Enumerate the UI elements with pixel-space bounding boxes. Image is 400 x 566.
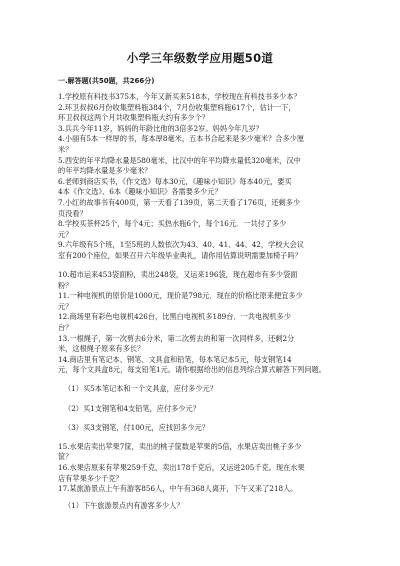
question-2: 2.环卫叔叔6月份收集塑料瓶384个，7月份收集塑料瓶617个，估计一下， 环卫叔叔这两个月共收集塑料瓶大约有多少个？	[58, 102, 296, 123]
question-6: 6.老师到商店买书，《作文选》每本30元，《趣味小知识》每本40元，要买 4本《作文选》、6本《趣味小知识》各需要多少元？	[58, 176, 292, 197]
subquestion-17-1: （1）下午旅游景点内有游客多少人？	[64, 500, 184, 510]
question-1: 1.学校原有科技书375本，今年又新买来518本，学校现在有科技书多少本？	[58, 92, 301, 101]
question-list	[58, 92, 348, 511]
question-3: 3.兵兵今年11岁，妈妈的年龄比他的3倍多2岁。妈妈今年几岁？	[58, 123, 263, 133]
question-7: 7.小红的故事书有400页，第一天看了139页，第二天看了176页，还剩多少 页没看？	[58, 197, 301, 218]
question-15: 15.水果店卖出苹果7筐，卖出的桃子筐数是苹果的5倍，水果店卖出桃子多少 筐？	[58, 441, 302, 462]
question-10: 10.超市运来453袋面粉，卖出248袋，又运来196袋，现在超市有多少袋面 粉？	[58, 270, 298, 290]
page-title: 小学三年级数学应用题50道	[126, 51, 274, 65]
question-11: 11.一种电视机的原价是1000元，现价是798元．现在的价格比原来便宜多少 元？	[58, 291, 303, 311]
subquestion-3: （3）买3支钢笔，付100元，应找回多少元？	[64, 422, 210, 432]
question-5: 5.西安的年平均降水量是580毫米，比汉中的年平均降水量低320毫米，汉中 的年平均降水量是多少毫米？	[58, 155, 301, 176]
question-14: 14.商店里有笔记本、钢笔、文具盒和铅笔，每本笔记本5元，每支钢笔14 元，每个文具盒8元，每支铅笔1元。请你根据给出的信息列综合算式解答下列问题。	[58, 354, 326, 375]
question-13: 13.一根绳子，第一次剪去6分米，第二次剪去的和第一次同样多，还剩2分 米，这根绳子原来有多长？	[58, 333, 295, 354]
question-17: 17.某旅游景点上午有游客856人，中午有368人离开，下午又来了218人。	[58, 484, 298, 494]
subquestion-2: （2）买1支钢笔和4支铅笔，应付多少元？	[64, 403, 200, 413]
question-16: 16.水果店原来有苹果259千克，卖出178千克后，又运进205千克。现在水果 店有苹果多少千克？	[58, 462, 305, 483]
subquestion-1: （1）买5本笔记本和一个文具盒，应付多少元？	[64, 384, 217, 394]
section-heading: 一.解答题(共50题，共266分)	[58, 77, 155, 85]
question-9: 9.六年级有5个班，1至5班的人数依次为43、40、41、44、42，学校大会议 室有200个座位，如果召开六年级毕业典礼，请你用估算说明需要加椅子吗？	[58, 240, 304, 260]
question-12: 12.商场里有彩色电视机426台，比黑白电视机多189台．一共电视机多少 台？	[58, 312, 291, 332]
question-4: 4.小丽有5本一样厚的书，每本厚8毫米，五本书合起来是多少毫米？合多少厘 米？	[58, 134, 305, 154]
question-8: 8.学校买茶杯25个，每个4元；买热水瓶6个，每个16元．一共付了多少 元？	[58, 219, 287, 239]
